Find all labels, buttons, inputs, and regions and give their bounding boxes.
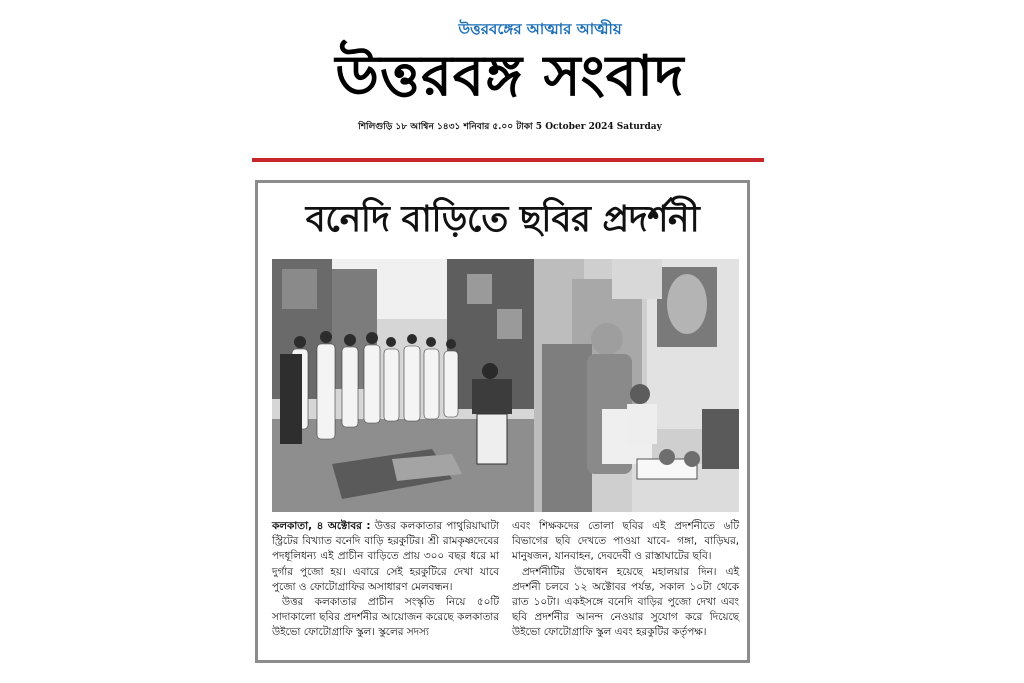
- paragraph: প্রদর্শনীটির উদ্বোধন হয়েছে মহালয়ার দিন। এই প্রদর্শনী চলবে ১২ অক্টোবর পর্যন্ত, সকাল ১০টা থেকে রাত ১০টা। একইসঙ্গে বনেদি বাড়ির পুজো দেখা এবং ছবি প্রদর্শনীর আনন্দ নেওয়ার সুযোগ করে দিয়েছে উইভো ফোটোগ্রাফি স্কুল এবং হরকুটির কর্তৃপক্ষ।: [512, 565, 739, 639]
- paragraph-text: উত্তর কলকাতার পাথুরিয়াঘাটা স্ট্রিটের বিখ্যাত বনেদি বাড়ি হরকুটির। শ্রী রামকৃষ্ণদেবের পদধূলিধন্য এই প্রাচীন বাড়িতে প্রায় ৩০০ বছর ধরে মা দুর্গার পুজো হয়। এবারে সেই হরকুটিরে দেখা যাবে পুজো ও ফোটোগ্রাফির অসাধারণ মেলবন্ধন।: [272, 520, 499, 593]
- article-dateline: কলকাতা, ৪ অক্টোবর :: [272, 520, 371, 532]
- masthead-tagline: উত্তরবঙ্গের আত্মার আত্মীয়: [458, 20, 622, 38]
- paragraph: [272, 519, 499, 595]
- article-body: [272, 519, 739, 641]
- article-column-2: [512, 519, 739, 641]
- red-divider: [252, 158, 764, 162]
- paragraph: এবং শিক্ষকদের তোলা ছবির এই প্রদর্শনীতে ৬টি বিভাগের ছবি দেখতে পাওয়া যাবে- গঙ্গা, বাড়িঘর, মানুষজন, যানবাহন, দেবদেবী ও রাস্তাঘাটের ছবি।: [512, 520, 739, 563]
- newspaper-title: উত্তরবঙ্গ সংবাদ: [335, 44, 685, 109]
- issue-dateline: শিলিগুড়ি ১৮ আশ্বিন ১৪৩১ শনিবার ৫.০০ টাকা 5 October 2024 Saturday: [358, 122, 662, 132]
- article-clipping: [255, 180, 750, 663]
- article-headline: বনেদি বাড়িতে ছবির প্রদর্শনী: [305, 199, 700, 240]
- article-column-1: [272, 519, 499, 641]
- paragraph: উত্তর কলকাতার প্রাচীন সংস্কৃতি নিয়ে ৫০টি সাদাকালো ছবির প্রদর্শনীর আয়োজন করেছে কলকাতার উইভো ফোটোগ্রাফি স্কুল। স্কুলের সদস্য: [272, 596, 499, 639]
- article-photo: [272, 259, 739, 512]
- masthead: [250, 18, 770, 134]
